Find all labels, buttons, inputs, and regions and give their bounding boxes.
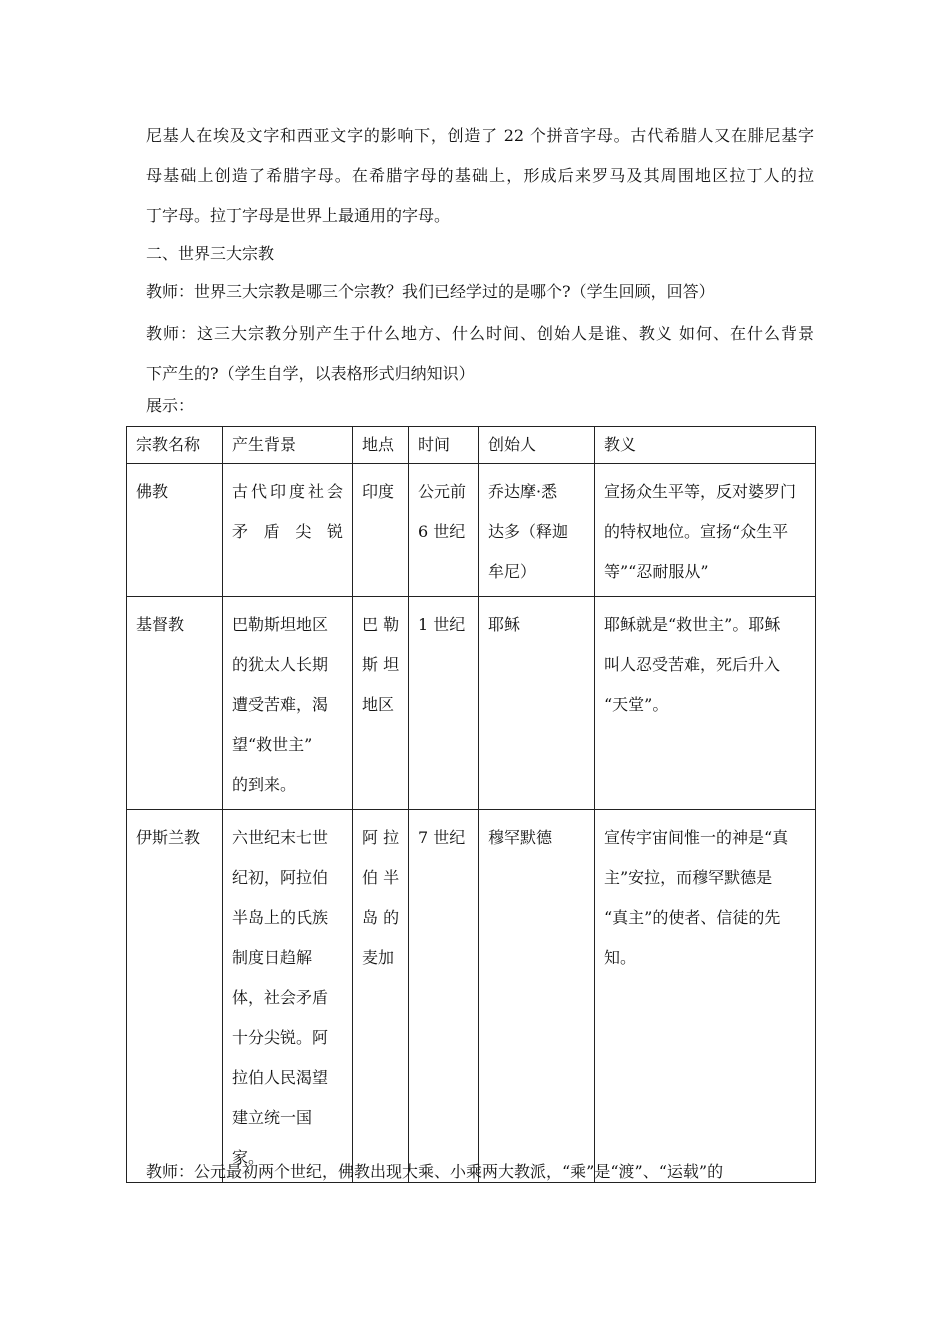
cell-line: 宣扬众生平等，反对婆罗门	[604, 482, 797, 501]
religion-name-cell: 基督教	[127, 597, 223, 810]
table-header-row	[127, 427, 816, 464]
doctrine-cell	[595, 597, 816, 810]
cell-line: 巴 勒	[362, 615, 400, 634]
cell-line: 拉伯人民渴望	[232, 1068, 329, 1087]
cell-line: 耶稣	[488, 615, 521, 634]
cell-line: 公元前	[418, 482, 467, 501]
cell-line: 制度日趋解	[232, 948, 313, 967]
background-cell	[223, 810, 353, 1183]
place-cell	[353, 464, 409, 597]
cell-line: 望“救世主”	[232, 735, 313, 754]
cell-line: 伯 半	[362, 868, 400, 887]
table-header-cell: 创始人	[479, 427, 595, 464]
religion-name-cell: 佛教	[127, 464, 223, 597]
section-heading: 二、世界三大宗教	[146, 244, 275, 263]
founder-cell	[479, 464, 595, 597]
cell-line: 地区	[362, 695, 395, 714]
cell-line: 牟尼）	[488, 562, 537, 581]
table-row	[127, 810, 816, 1183]
intro-paragraph	[146, 116, 814, 236]
cell-line: 知。	[604, 948, 637, 967]
cell-line: 主”安拉，而穆罕默德是	[604, 868, 773, 887]
cell-line: 的到来。	[232, 775, 297, 794]
cell-line: 体，社会矛盾	[232, 988, 329, 1007]
teacher-question-1: 教师：世界三大宗教是哪三个宗教？我们已经学过的是哪个?（学生回顾，回答）	[146, 282, 715, 301]
place-cell	[353, 597, 409, 810]
cell-line: 六世纪末七世	[232, 828, 329, 847]
cell-line: 印度	[362, 482, 395, 501]
doctrine-cell	[595, 464, 816, 597]
cell-line: “天堂”。	[604, 695, 669, 714]
table-row	[127, 464, 816, 597]
intro-line: 尼基人在埃及文字和西亚文字的影响下，创造了 22 个拼音字母。古代希腊人又在腓尼基字	[146, 126, 814, 145]
cell-line: 半岛上的氏族	[232, 908, 329, 927]
time-cell	[409, 810, 479, 1183]
teacher-statement-bottom: 教师：公元最初两个世纪，佛教出现大乘、小乘两大教派，“乘”是“渡”、“运载”的	[146, 1162, 724, 1181]
cell-line: 耶稣就是“救世主”。耶稣	[604, 615, 781, 634]
intro-line: 母基础上创造了希腊字母。在希腊字母的基础上，形成后来罗马及其周围地区拉丁人的拉	[146, 166, 814, 185]
cell-line: 家。	[232, 1148, 265, 1167]
cell-line: 达多（释迦	[488, 522, 569, 541]
show-label: 展示：	[146, 396, 195, 415]
religion-name-cell: 伊斯兰教	[127, 810, 223, 1183]
place-cell	[353, 810, 409, 1183]
teacher-question-2-line: 下产生的?（学生自学，以表格形式归纳知识）	[146, 364, 475, 383]
cell-line: 7 世纪	[418, 828, 466, 847]
teacher-question-2-line: 教师：这三大宗教分别产生于什么地方、什么时间、创始人是谁、教义 如何、在什么背景	[146, 324, 814, 343]
table-header-cell: 时间	[409, 427, 479, 464]
table-row	[127, 597, 816, 810]
cell-line: 建立统一国	[232, 1108, 313, 1127]
cell-line: 纪初，阿拉伯	[232, 868, 329, 887]
time-cell	[409, 597, 479, 810]
cell-line: 遭受苦难，渴	[232, 695, 329, 714]
cell-line: “真主”的使者、信徒的先	[604, 908, 781, 927]
doctrine-cell	[595, 810, 816, 1183]
cell-line: 古代印度社会	[232, 482, 343, 501]
cell-line: 斯 坦	[362, 655, 400, 674]
cell-line: 矛盾尖锐	[232, 522, 343, 541]
cell-line: 巴勒斯坦地区	[232, 615, 329, 634]
intro-line: 丁字母。拉丁字母是世界上最通用的字母。	[146, 206, 451, 225]
background-cell	[223, 597, 353, 810]
table-header-cell: 产生背景	[223, 427, 353, 464]
table-header-cell: 地点	[353, 427, 409, 464]
cell-line: 麦加	[362, 948, 395, 967]
cell-line: 穆罕默德	[488, 828, 553, 847]
cell-line: 岛 的	[362, 908, 400, 927]
religions-table	[126, 426, 816, 1183]
cell-line: 乔达摩·悉	[488, 482, 558, 501]
cell-line: 宣传宇宙间惟一的神是“真	[604, 828, 789, 847]
table-header-cell: 宗教名称	[127, 427, 223, 464]
founder-cell	[479, 597, 595, 810]
cell-line: 十分尖锐。阿	[232, 1028, 329, 1047]
cell-line: 的特权地位。宣扬“众生平	[604, 522, 789, 541]
cell-line: 的犹太人长期	[232, 655, 329, 674]
cell-line: 叫人忍受苦难，死后升入	[604, 655, 781, 674]
teacher-question-2	[146, 314, 814, 394]
time-cell	[409, 464, 479, 597]
cell-line: 1 世纪	[418, 615, 466, 634]
table-header-cell: 教义	[595, 427, 816, 464]
background-cell	[223, 464, 353, 597]
cell-line: 阿 拉	[362, 828, 400, 847]
cell-line: 6 世纪	[418, 522, 466, 541]
founder-cell	[479, 810, 595, 1183]
cell-line: 等”“忍耐服从”	[604, 562, 709, 581]
